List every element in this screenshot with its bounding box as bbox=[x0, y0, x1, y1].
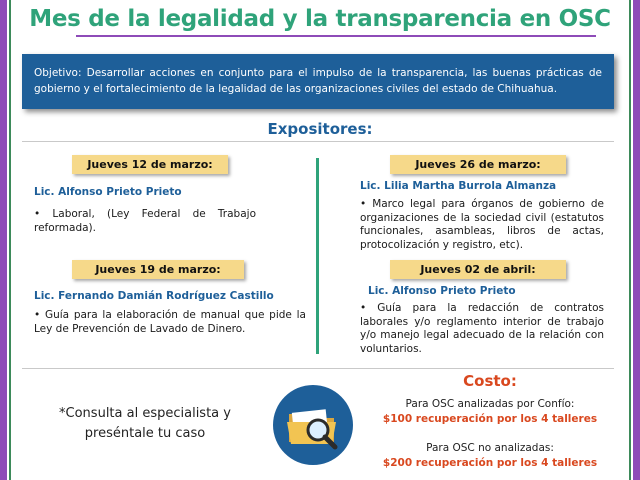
desc-session-3: • Marco legal para órganos de gobierno de organizaciones de la sociedad civil (estatutos funcionales, asambleas, libros de actas, protocolización y registro, etc). bbox=[360, 198, 604, 251]
speaker-session-3: Lic. Lilia Martha Burrola Almanza bbox=[360, 180, 557, 192]
date-badge-session-1: Jueves 12 de marzo: bbox=[72, 155, 228, 174]
date-badge-session-3: Jueves 26 de marzo: bbox=[390, 155, 566, 174]
expositores-heading: Expositores: bbox=[267, 120, 373, 138]
expositores-divider bbox=[22, 141, 614, 142]
desc-session-4: • Guía para la redacción de contratos laborales y/o reglamento interior de trabajo y/o manejo legal adecuado de la relación con voluntarios. bbox=[360, 302, 604, 355]
title-underline bbox=[76, 35, 596, 37]
date-badge-session-4: Jueves 02 de abril: bbox=[390, 260, 566, 279]
frame-right-inner-border bbox=[629, 0, 631, 480]
desc-session-2: • Guía para la elaboración de manual que pide la Ley de Prevención de Lavado de Dinero. bbox=[34, 309, 306, 335]
costo-line-1: Para OSC analizadas por Confío: bbox=[405, 398, 575, 410]
speaker-session-2: Lic. Fernando Damián Rodríguez Castillo bbox=[34, 290, 274, 302]
speaker-session-4: Lic. Alfonso Prieto Prieto bbox=[368, 285, 516, 297]
frame-left-inner-border bbox=[9, 0, 11, 480]
page-title: Mes de la legalidad y la transparencia en OSC bbox=[29, 6, 611, 32]
costo-line-2: Para OSC no analizadas: bbox=[426, 442, 554, 454]
consulta-text: *Consulta al especialista y preséntale tu caso bbox=[59, 406, 231, 441]
date-badge-session-2: Jueves 19 de marzo: bbox=[72, 260, 244, 279]
speaker-session-1: Lic. Alfonso Prieto Prieto bbox=[34, 186, 182, 198]
costo-price-1: $100 recuperación por los 4 talleres bbox=[382, 413, 598, 425]
folder-search-icon bbox=[272, 384, 354, 466]
frame-left-border bbox=[0, 0, 7, 480]
frame-right-border bbox=[633, 0, 640, 480]
costo-price-2: $200 recuperación por los 4 talleres bbox=[382, 457, 598, 469]
costo-heading: Costo: bbox=[463, 372, 517, 390]
objective-box: Objetivo: Desarrollar acciones en conjunto para el impulso de la transparencia, las buenas prácticas de gobierno y el fortalecimiento de la legalidad de las organizaciones civiles del estado de Chihuahua. bbox=[22, 54, 614, 109]
bottom-divider bbox=[22, 368, 614, 369]
desc-session-1: • Laboral, (Ley Federal de Trabajo reformada). bbox=[34, 208, 256, 234]
column-divider bbox=[316, 158, 319, 354]
